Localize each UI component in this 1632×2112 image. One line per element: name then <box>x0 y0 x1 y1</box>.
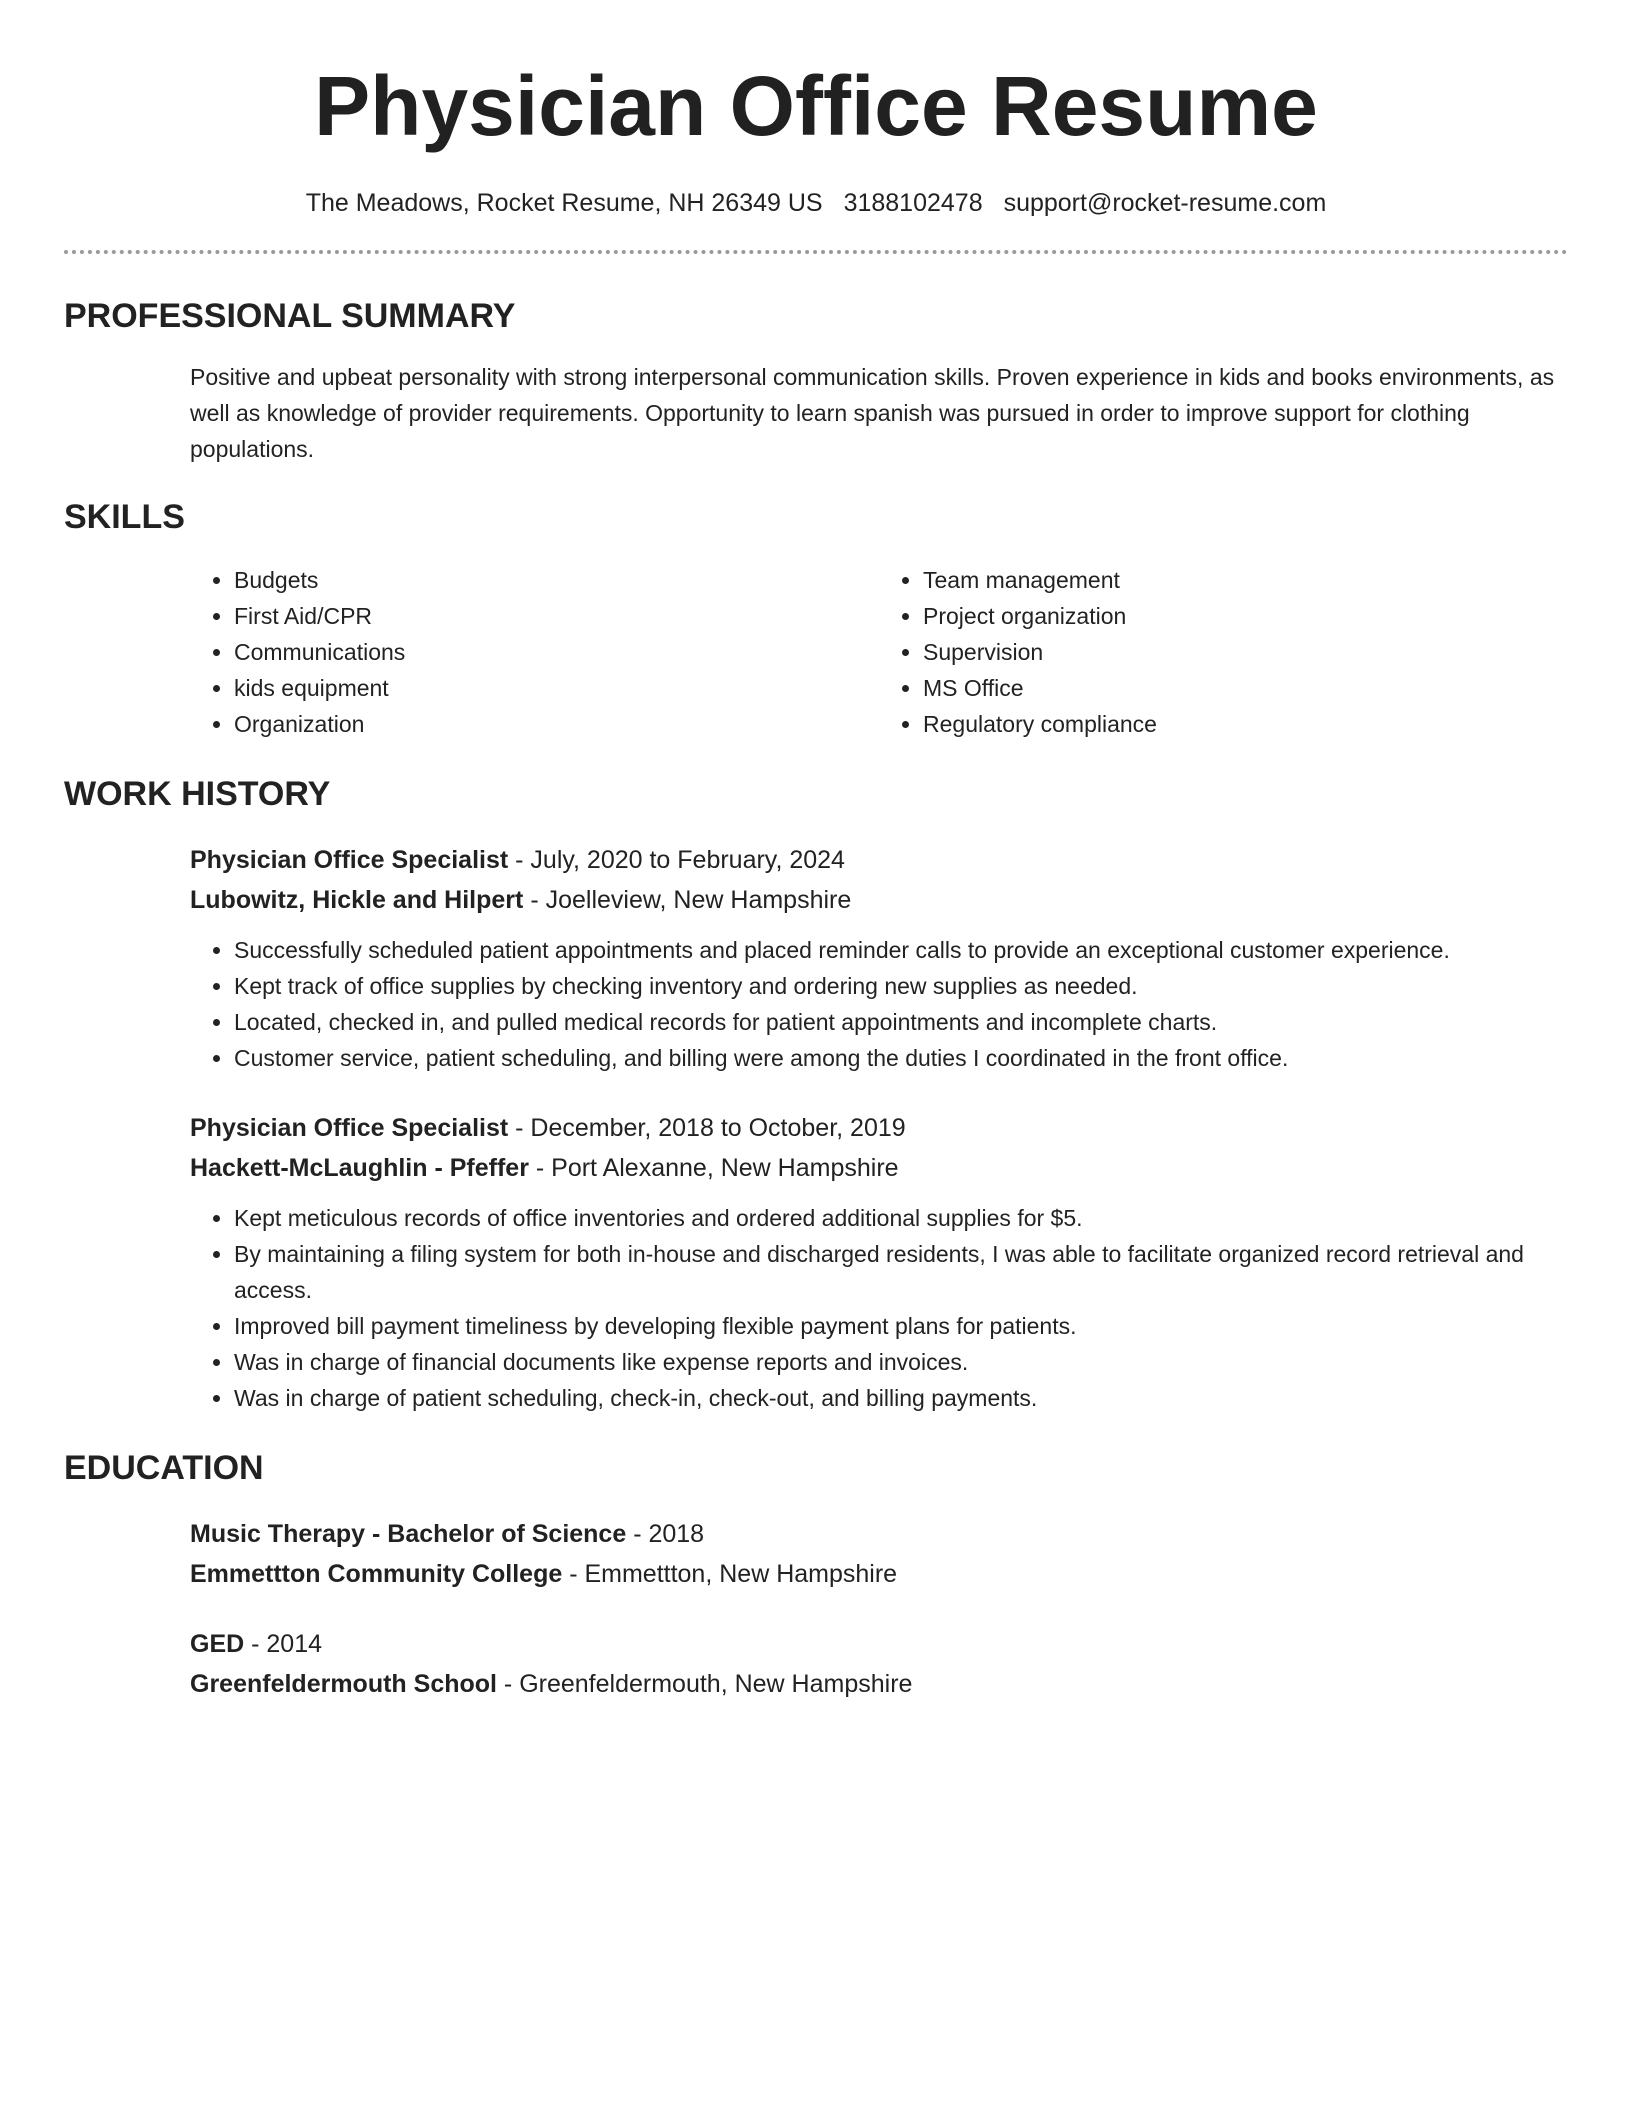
job-bullet: • Kept track of office supplies by checking inventory and ordering new supplies as needed. <box>234 968 1568 1004</box>
work-history-section <box>64 774 1568 1416</box>
education-entry <box>190 1624 1568 1704</box>
education-location: - Greenfeldermouth, New Hampshire <box>496 1670 913 1698</box>
education-school-line <box>190 1664 1568 1704</box>
summary-text: Positive and upbeat personality with strong interpersonal communication skills. Proven experience in kids and books environments, as well as knowledge of provider requirements. Opportunity to learn spanish was pursued in order to improve support for clothing populations. <box>190 364 1555 462</box>
job-dates: - December, 2018 to October, 2019 <box>508 1114 906 1142</box>
job-title-line <box>190 1108 1568 1148</box>
job-bullet: • Successfully scheduled patient appointments and placed reminder calls to provide an exceptional customer experience. <box>234 932 1568 968</box>
education-title: EDUCATION <box>64 1449 264 1487</box>
job-bullets <box>190 932 1568 1076</box>
skill-item: • Budgets <box>234 562 879 598</box>
job-location: - Port Alexanne, New Hampshire <box>528 1154 899 1182</box>
job-bullet: • Was in charge of financial documents like expense reports and invoices. <box>234 1344 1568 1380</box>
skill-item: • Communications <box>234 634 879 670</box>
education-school-line <box>190 1554 1568 1594</box>
job-bullet: • Was in charge of patient scheduling, check-in, check-out, and billing payments. <box>234 1380 1568 1416</box>
job-bullet: • Kept meticulous records of office inventories and ordered additional supplies for $5. <box>234 1200 1568 1236</box>
job-company: Hackett-McLaughlin - Pfeffer <box>190 1154 529 1182</box>
contact-address: The Meadows, Rocket Resume, NH 26349 US <box>305 189 823 217</box>
skills-column-left <box>190 562 879 742</box>
education-degree-line <box>190 1514 1568 1554</box>
resume-header <box>64 0 1568 219</box>
skill-item: • Project organization <box>923 598 1568 634</box>
contact-phone: 3188102478 <box>843 189 983 217</box>
resume-name: Physician Office Resume <box>314 59 1318 153</box>
skills-grid <box>190 562 1568 742</box>
job-entry <box>190 840 1568 1076</box>
education-section <box>64 1448 1568 1704</box>
job-role: Physician Office Specialist <box>190 1114 509 1142</box>
skill-item: • First Aid/CPR <box>234 598 879 634</box>
job-company-line <box>190 880 1568 920</box>
education-year: - 2018 <box>626 1520 705 1548</box>
job-bullets <box>190 1200 1568 1416</box>
job-company: Lubowitz, Hickle and Hilpert <box>190 886 524 914</box>
education-school: Greenfeldermouth School <box>190 1670 497 1698</box>
skill-item: • Organization <box>234 706 879 742</box>
education-entry <box>190 1514 1568 1594</box>
job-company-line <box>190 1148 1568 1188</box>
education-degree: GED <box>190 1630 245 1658</box>
job-bullet: • Improved bill payment timeliness by developing flexible payment plans for patients. <box>234 1308 1568 1344</box>
education-location: - Emmettton, New Hampshire <box>562 1560 898 1588</box>
skill-item: • kids equipment <box>234 670 879 706</box>
education-year: - 2014 <box>244 1630 323 1658</box>
job-bullet: • Customer service, patient scheduling, and billing were among the duties I coordinated in the front office. <box>234 1040 1568 1076</box>
skill-item: • Regulatory compliance <box>923 706 1568 742</box>
education-school: Emmettton Community College <box>190 1560 563 1588</box>
skill-item: • Team management <box>923 562 1568 598</box>
job-role: Physician Office Specialist <box>190 846 509 874</box>
skills-column-right <box>879 562 1568 742</box>
header-divider <box>64 250 1568 254</box>
job-bullet: • Located, checked in, and pulled medical records for patient appointments and incomplete charts. <box>234 1004 1568 1040</box>
education-degree: Music Therapy - Bachelor of Science <box>190 1520 627 1548</box>
skills-section <box>64 497 1568 742</box>
summary-section <box>64 296 1568 467</box>
job-entry <box>190 1108 1568 1416</box>
contact-email: support@rocket-resume.com <box>1003 189 1327 217</box>
job-bullet: • By maintaining a filing system for both in-house and discharged residents, I was able to facilitate organized record retrieval and access. <box>234 1236 1568 1308</box>
work-history-title: WORK HISTORY <box>64 775 331 813</box>
summary-title: PROFESSIONAL SUMMARY <box>64 297 516 335</box>
skills-title: SKILLS <box>64 498 185 536</box>
skill-item: • MS Office <box>923 670 1568 706</box>
job-title-line <box>190 840 1568 880</box>
contact-line <box>64 187 1568 219</box>
job-dates: - July, 2020 to February, 2024 <box>508 846 845 874</box>
job-location: - Joelleview, New Hampshire <box>523 886 852 914</box>
education-degree-line <box>190 1624 1568 1664</box>
skill-item: • Supervision <box>923 634 1568 670</box>
